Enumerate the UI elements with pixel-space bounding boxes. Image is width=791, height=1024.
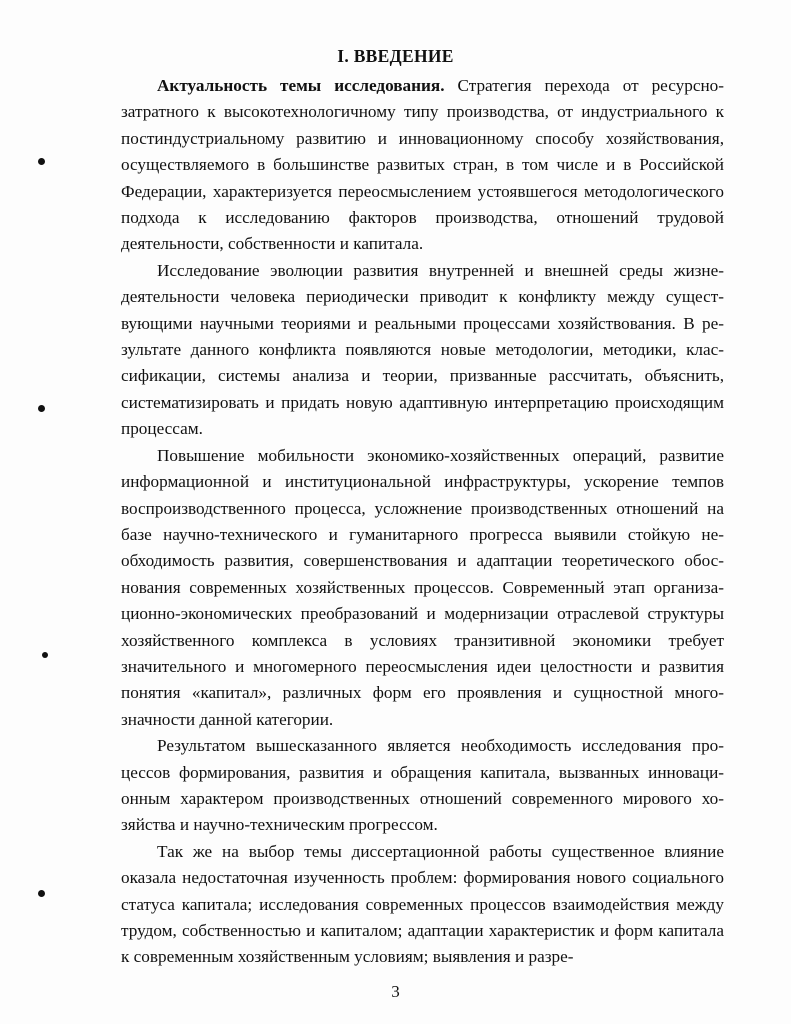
paragraph-relevance [121, 73, 724, 258]
paragraph: Исследование эволюции развития внутренней и внешней среды жизнедеятельности человека периодически приводит к конфликту между существующими научными теориями и реальными процессами хозяйствования. В результате данного конфликта появляются новые методологии, методики, классификации, системы анализа и теории, призванные рассчитать, объяснить, систематизировать и придать новую адаптивную интерпретацию происходящим процессам. [121, 260, 724, 439]
margin-bullet-mark [38, 405, 45, 412]
paragraph: Так же на выбор темы диссертационной работы существенное влияние оказала недостаточная изученность проблем: формирования нового социального статуса капитала; исследования современных процессов взаимодействия между трудом, собственностью и капиталом; адаптации характеристик и форм капитала к современным хозяйственным условиям; выявления и разре- [121, 841, 724, 967]
paragraph-text: Стратегия перехода от ресурснозатратного к высокотехнологичному типу производства, от индустриального к постиндустриальному развитию и инновационному способу хозяйствования, осуществляемого в большинстве развитых стран, в том числе и в Российской Федерации, характеризуется переосмыслением устоявшегося методологического подхода к исследованию факторов производства, отношений трудовой деятельности, собственности и капитала. [121, 76, 724, 254]
paragraph: Результатом вышесказанного является необходимость исследования процессов формирования, развития и обращения капитала, вызванных инновационным характером производственных отношений современного мирового хозяйства и научно-техническим прогрессом. [121, 736, 724, 835]
body-text [121, 73, 724, 971]
page-number: 3 [391, 982, 400, 1001]
margin-bullet-mark [42, 652, 48, 658]
section-heading: I. ВВЕДЕНИЕ [337, 46, 454, 66]
margin-bullet-mark [38, 158, 45, 165]
margin-bullet-mark [38, 890, 45, 897]
paragraph: Повышение мобильности экономико-хозяйственных операций, развитие информационной и институциональной инфраструктуры, ускорение темпов воспроизводственного процесса, усложнение производственных отношений на базе научно-технического и гуманитарного прогресса выявили стойкую необходимость развития, совершенствования и адаптации теоретического обоснования современных хозяйственных процессов. Современный этап организационно-экономических преобразований и модернизации отраслевой структуры хозяйственного комплекса в условиях транзитивной экономики требует значительного и многомерного переосмысления идеи целостности и развития понятия «капитал», различных форм его проявления и сущностной многозначности данной категории. [121, 445, 724, 729]
paragraph-lead-title: Актуальность темы исследования. [157, 76, 445, 95]
